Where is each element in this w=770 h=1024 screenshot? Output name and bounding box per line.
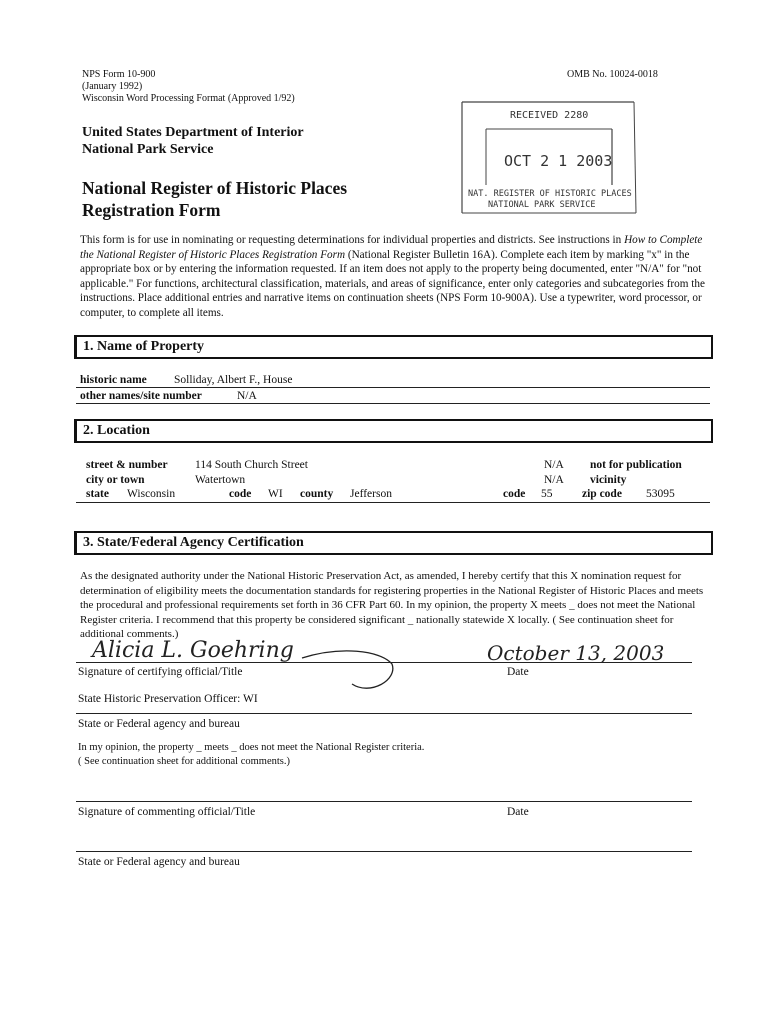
handwritten-signature: Alicia L. Goehring: [92, 638, 294, 663]
dept-line-2: National Park Service: [82, 142, 214, 157]
divider: [76, 662, 692, 663]
county-code-label: code: [503, 488, 526, 500]
handwritten-date: October 13, 2003: [487, 641, 665, 665]
omb-number: OMB No. 10024-0018: [567, 69, 658, 80]
agency-label: State or Federal agency and bureau: [78, 718, 240, 730]
not-for-publication-label: not for publication: [590, 459, 682, 471]
city-label: city or town: [86, 474, 145, 486]
divider: [76, 502, 710, 503]
date-label: Date: [507, 666, 529, 678]
page-title-line-2: Registration Form: [82, 200, 221, 220]
street-label: street & number: [86, 459, 168, 471]
county-code-value: 55: [541, 488, 553, 500]
county-label: county: [300, 488, 334, 500]
vicinity-label: vicinity: [590, 474, 627, 486]
received-stamp: [458, 101, 638, 215]
dept-line-1: United States Department of Interior: [82, 125, 304, 140]
county-value: Jefferson: [350, 488, 392, 500]
zip-label: zip code: [582, 488, 622, 500]
city-na: N/A: [544, 474, 564, 486]
opinion-text: In my opinion, the property _ meets _ does not meet the National Register criteria.: [78, 742, 425, 753]
signature-label: Signature of certifying official/Title: [78, 666, 243, 678]
stamp-date: OCT 2 1 2003: [504, 152, 613, 170]
stamp-line-1: NAT. REGISTER OF HISTORIC PLACES: [468, 189, 632, 199]
section-3-title: 3. State/Federal Agency Certification: [83, 535, 304, 550]
intro-italic: How to Complete the National Register of Historic Places Registration Form: [80, 234, 703, 261]
certification-text: As the designated authority under the National Historic Preservation Act, as amended, I hereby certify that this X nomination request for determination of eligibility meets the documentation standards for registering properties in the National Register of Historic Places and meets the procedural and professional requirements set forth in 36 CFR Part 60. In my opinion, the property X meets _ does not meet the National Register criteria. I recommend that this property be considered significant _ nationally statewide X locally. ( See continuation sheet for additional comments.): [80, 570, 704, 641]
stamp-received: RECEIVED 2280: [510, 110, 589, 121]
continuation-text: ( See continuation sheet for additional comments.): [78, 756, 290, 767]
section-1-header: [74, 335, 713, 359]
format-note: Wisconsin Word Processing Format (Approved 1/92): [82, 93, 295, 104]
signature-flourish: [300, 644, 400, 700]
divider: [76, 801, 692, 802]
agency-label-2: State or Federal agency and bureau: [78, 856, 240, 868]
divider: [76, 713, 692, 714]
form-number: NPS Form 10-900: [82, 69, 156, 80]
historic-name-value: Solliday, Albert F., House: [174, 374, 293, 386]
other-names-value: N/A: [237, 390, 257, 402]
historic-name-label: historic name: [80, 374, 147, 386]
street-value: 114 South Church Street: [195, 459, 308, 471]
intro-paragraph: [80, 233, 712, 321]
intro-text-1: This form is for use in nominating or requesting determinations for individual properties and districts. See instructions in: [80, 234, 625, 246]
state-value: Wisconsin: [127, 488, 176, 500]
section-2-header: [74, 419, 713, 443]
divider: [76, 403, 710, 404]
section-2-title: 2. Location: [83, 423, 150, 438]
intro-text-2: (National Register Bulletin 16A). Complete each item by marking "x" in the appropriate box or by entering the information requested. If an item does not apply to the property being documented, enter "N/A" for "not applicable." For functions, architectural classification, materials, and areas of significance, enter only categories and subcategories from the instructions. Place additional entries and narrative items on continuation sheets (NPS Form 10-900A). Use a typewriter, word processor, or computer, to complete all items.: [80, 248, 705, 319]
zip-value: 53095: [646, 488, 675, 500]
state-code-value: WI: [268, 488, 283, 500]
form-date: (January 1992): [82, 81, 143, 92]
street-na: N/A: [544, 459, 564, 471]
divider: [76, 851, 692, 852]
stamp-line-2: NATIONAL PARK SERVICE: [488, 200, 596, 210]
state-code-label: code: [229, 488, 252, 500]
commenting-signature-label: Signature of commenting official/Title: [78, 806, 256, 818]
page-title-line-1: National Register of Historic Places: [82, 178, 348, 198]
state-label: state: [86, 488, 109, 500]
commenting-date-label: Date: [507, 806, 529, 818]
city-value: Watertown: [195, 474, 246, 486]
section-1-title: 1. Name of Property: [83, 339, 205, 354]
officer-title: State Historic Preservation Officer: WI: [78, 693, 258, 705]
other-names-label: other names/site number: [80, 390, 202, 402]
section-3-header: [74, 531, 713, 555]
divider: [76, 387, 710, 388]
